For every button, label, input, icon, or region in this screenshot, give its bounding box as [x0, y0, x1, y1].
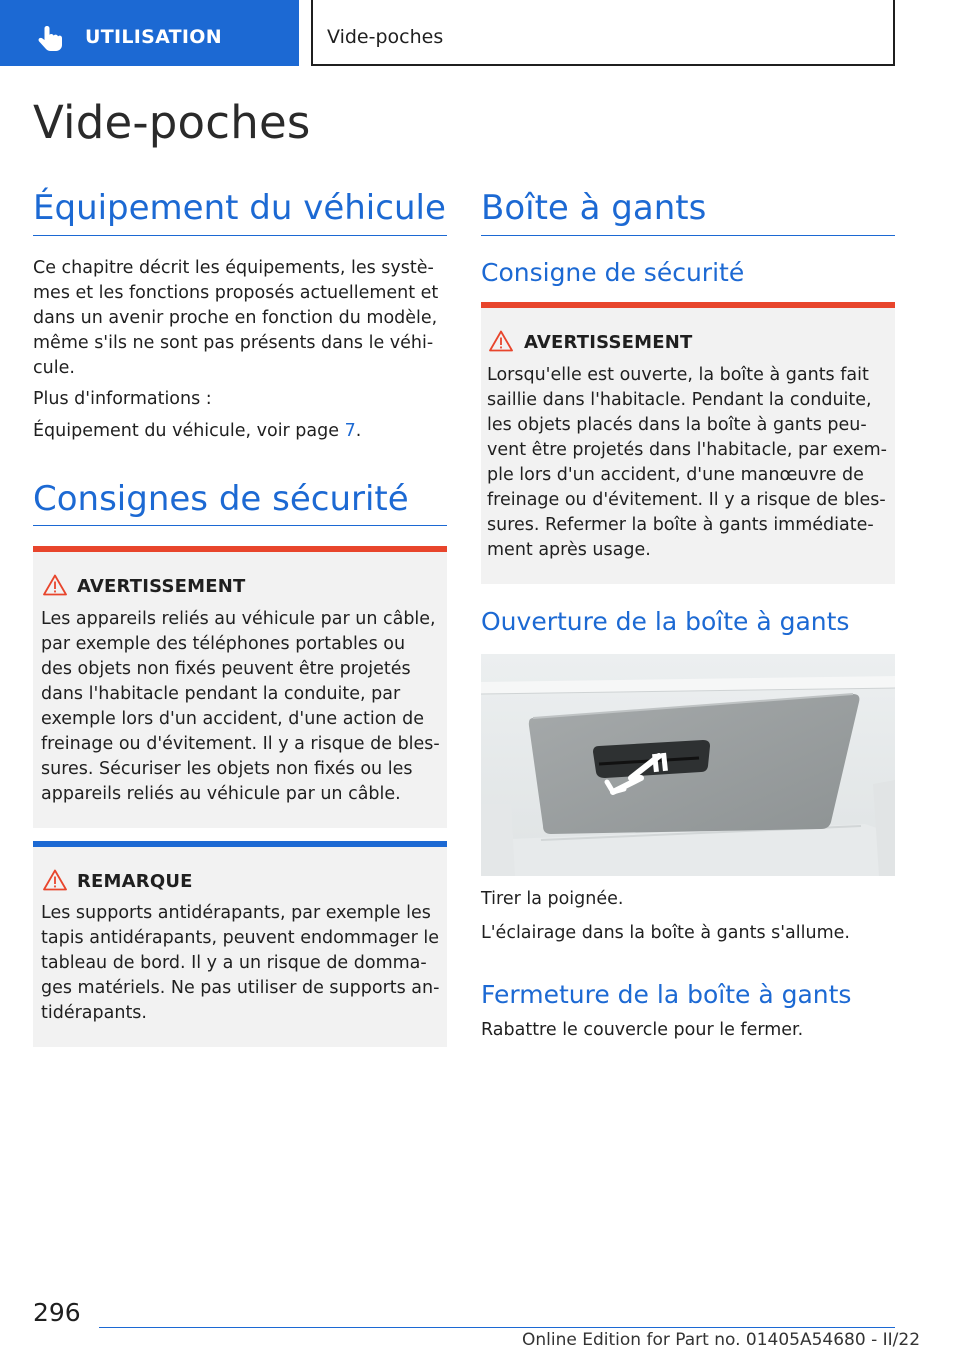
warning-line: saillie dans l'habitacle. Pendant la conduite,	[487, 390, 872, 410]
heading-fermeture: Fermeture de la boîte à gants	[481, 980, 852, 1009]
footer-edition: Online Edition for Part no. 01405A54680 - II/22	[522, 1330, 921, 1350]
notice-line: tapis antidérapants, peuvent endommager le	[41, 928, 439, 948]
warning-line: dans l'habitacle pendant la conduite, par	[41, 684, 401, 704]
warning-line: freinage ou d'évitement. Il y a risque de bles-	[487, 490, 886, 510]
notice-line: Les supports antidérapants, par exemple les	[41, 903, 431, 923]
heading-rule	[33, 525, 447, 526]
section-label: UTILISATION	[85, 26, 222, 48]
warning-triangle-icon	[43, 869, 67, 891]
warning-line: freinage ou d'évitement. Il y a risque de bles-	[41, 734, 440, 754]
notice-bar	[33, 841, 447, 847]
intro-paragraph	[33, 256, 447, 381]
warning-bar	[481, 302, 895, 308]
warning-line: sures. Sécuriser les objets non fixés ou les	[41, 759, 413, 779]
warning-box	[481, 302, 895, 584]
notice-title: REMARQUE	[77, 871, 193, 892]
warning-triangle-icon	[43, 574, 67, 596]
step-pull-handle: Tirer la poignée.	[481, 889, 624, 909]
notice-line: ges matériels. Ne pas utiliser de supports an-	[41, 978, 440, 998]
glovebox-illustration	[481, 654, 895, 876]
warning-line: les objets placés dans la boîte à gants peu-	[487, 415, 867, 435]
more-info-label: Plus d'informations :	[33, 389, 212, 409]
heading-ouverture: Ouverture de la boîte à gants	[481, 607, 850, 636]
intro-line: mes et les fonctions proposés actuellement et	[33, 283, 439, 303]
heading-consignes: Consignes de sécurité	[33, 479, 409, 519]
page-reference-end: .	[355, 421, 362, 441]
intro-line: cule.	[33, 358, 75, 378]
warning-line: ment après usage.	[487, 540, 651, 560]
warning-box	[33, 546, 447, 828]
page-reference-link[interactable]: 7	[344, 421, 356, 441]
warning-title: AVERTISSEMENT	[77, 576, 246, 597]
warning-line: Les appareils reliés au véhicule par un câble,	[41, 609, 436, 629]
chapter-label: Vide-poches	[327, 26, 444, 48]
intro-line: dans un avenir proche en fonction du modèle,	[33, 308, 438, 328]
glovebox-photo	[481, 654, 895, 876]
heading-rule	[481, 235, 895, 236]
intro-line: Ce chapitre décrit les équipements, les systè-	[33, 258, 434, 278]
notice-line: tableau de bord. Il y a un risque de domma-	[41, 953, 427, 973]
heading-boite: Boîte à gants	[481, 188, 707, 228]
step-lighting: L'éclairage dans la boîte à gants s'allume.	[481, 923, 850, 943]
chapter-header	[311, 0, 895, 66]
warning-text	[41, 607, 445, 807]
warning-triangle-icon	[489, 330, 513, 352]
notice-line: tidérapants.	[41, 1003, 147, 1023]
page-number: 296	[33, 1298, 81, 1327]
hand-pointer-icon	[34, 22, 68, 56]
warning-line: appareils reliés au véhicule par un câble.	[41, 784, 401, 804]
warning-line: Lorsqu'elle est ouverte, la boîte à gants fait	[487, 365, 869, 385]
warning-text	[487, 363, 893, 563]
section-tab[interactable]	[0, 0, 299, 66]
warning-line: exemple lors d'un accident, d'une action de	[41, 709, 425, 729]
heading-consigne: Consigne de sécurité	[481, 258, 745, 287]
warning-title: AVERTISSEMENT	[524, 332, 693, 353]
warning-line: vent être projetés dans l'habitacle, par exem-	[487, 440, 887, 460]
step-close-lid: Rabattre le couvercle pour le fermer.	[481, 1020, 804, 1040]
warning-bar	[33, 546, 447, 552]
warning-line: des objets non fixés peuvent être projetés	[41, 659, 411, 679]
heading-rule	[33, 235, 447, 236]
warning-line: sures. Refermer la boîte à gants immédiate-	[487, 515, 874, 535]
page-title: Vide-poches	[33, 96, 311, 149]
notice-text	[41, 901, 445, 1026]
footer-rule	[99, 1327, 895, 1328]
page-reference-text: Équipement du véhicule, voir page	[33, 421, 345, 441]
page-reference	[33, 419, 447, 444]
notice-box	[33, 841, 447, 1047]
warning-line: ple lors d'un accident, d'une manœuvre de	[487, 465, 864, 485]
intro-line: même s'ils ne sont pas présents dans le véhi-	[33, 333, 434, 353]
warning-line: par exemple des téléphones portables ou	[41, 634, 406, 654]
heading-equipement: Équipement du véhicule	[33, 188, 446, 228]
